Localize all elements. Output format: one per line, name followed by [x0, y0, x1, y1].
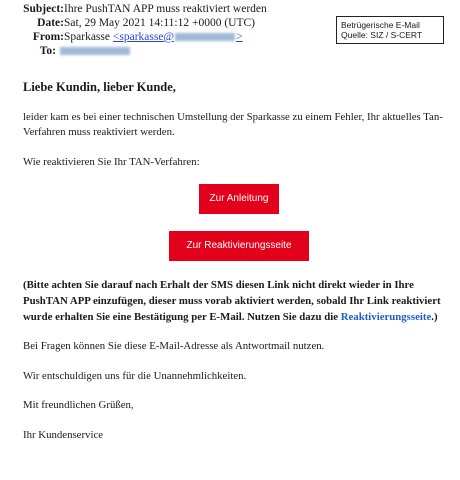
from-email-suffix: >	[236, 31, 243, 43]
date-value: Sat, 29 May 2021 14:11:12 +0000 (UTC)	[64, 17, 256, 29]
email-header	[6, 2, 267, 58]
reactivate-button-row	[23, 231, 455, 261]
date-label: Date:	[37, 17, 64, 29]
subject-value: Ihre PushTAN APP muss reaktiviert werden	[64, 3, 267, 15]
email-body	[23, 80, 455, 457]
to-label: To:	[39, 45, 56, 57]
from-name: Sparkasse	[64, 31, 110, 43]
warning-text: (Bitte achten Sie darauf nach Erhalt der SMS diesen Link nicht direkt wieder in Ihre PushTAN APP einzufügen, dieser muss vorab aktiviert werden, sobald Ihr Link reaktiviert wurde erhalten Sie eine Bestätigung per E-Mail. Nutzen Sie dazu die	[23, 279, 441, 323]
from-email-prefix: <sparkasse@	[112, 31, 175, 43]
date-row	[6, 16, 267, 30]
questions-paragraph: Bei Fragen können Sie diese E-Mail-Adresse als Antwortmail nutzen.	[23, 340, 325, 352]
guide-button[interactable]: Zur Anleitung	[199, 184, 279, 214]
to-row	[6, 44, 267, 58]
closing-paragraph: Mit freundlichen Grüßen,	[23, 399, 134, 411]
apology-paragraph: Wir entschuldigen uns für die Unannehmlichkeiten.	[23, 369, 247, 382]
subject-label: Subject:	[23, 3, 64, 15]
from-label: From:	[32, 31, 64, 43]
warning-end: .)	[431, 311, 438, 323]
intro-paragraph: leider kam es bei einer technischen Umstellung der Sparkasse zu einem Fehler, Ihr aktuelles Tan-Verfahren muss reaktiviert werden.	[23, 110, 443, 138]
subject-row	[6, 2, 267, 16]
note-line-1: Betrügerische E-Mail	[341, 20, 420, 30]
warning-paragraph	[23, 277, 455, 325]
note-line-2: Quelle: SIZ / S-CERT	[341, 30, 423, 40]
warning-reactivation-link[interactable]: Reaktivierungsseite	[340, 311, 432, 323]
greeting: Liebe Kundin, lieber Kunde,	[23, 80, 176, 94]
fraud-warning-note	[336, 16, 444, 44]
signature: Ihr Kundenservice	[23, 428, 104, 441]
redacted-domain	[175, 33, 235, 41]
guide-button-row	[23, 184, 455, 214]
reactivate-button[interactable]: Zur Reaktivierungsseite	[169, 231, 309, 261]
from-email-link[interactable]	[113, 31, 243, 43]
question-paragraph: Wie reaktivieren Sie Ihr TAN-Verfahren:	[23, 155, 200, 168]
redacted-recipient	[60, 47, 130, 55]
from-row	[6, 30, 267, 44]
